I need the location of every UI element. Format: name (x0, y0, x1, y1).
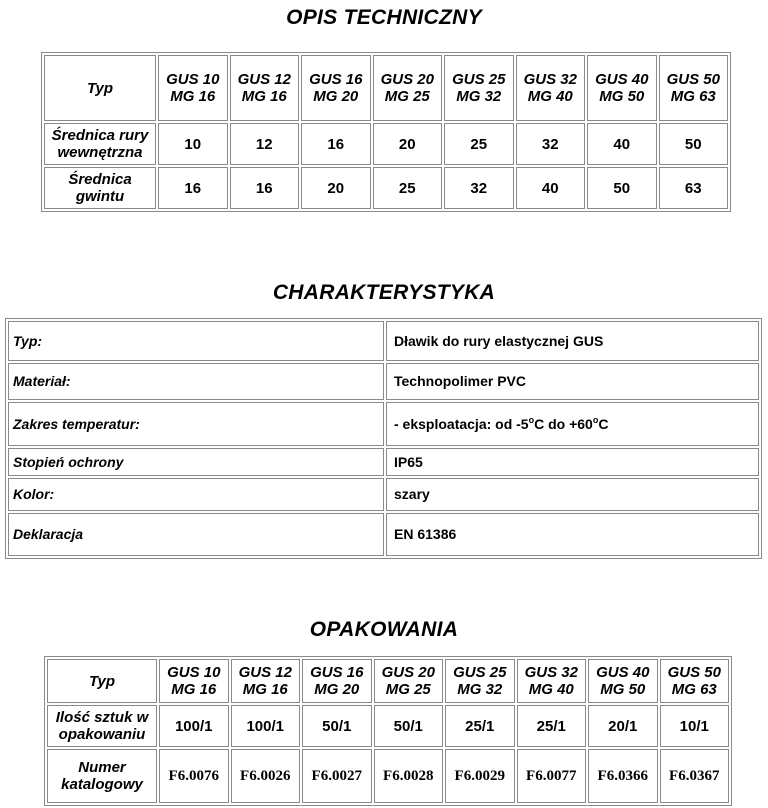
pack-header-label: Typ (47, 659, 157, 703)
char-row (8, 448, 759, 476)
catalog-number-value: F6.0027 (302, 749, 372, 803)
char-key: Kolor: (8, 478, 384, 511)
pack-row-label: Numer katalogowy (47, 749, 157, 803)
inner-diameter-value: 40 (587, 123, 657, 165)
char-key: Stopień ochrony (8, 448, 384, 476)
char-value: szary (386, 478, 759, 511)
quantity-value: 50/1 (302, 705, 372, 747)
catalog-number-value: F6.0077 (517, 749, 587, 803)
spec-row-inner-diameter (44, 123, 728, 165)
thread-diameter-value: 25 (373, 167, 443, 209)
pack-header-row (47, 659, 729, 703)
char-value: - eksploatacja: od -5$^o$C do $+60^oC$ (386, 402, 759, 446)
spec-header-row (44, 55, 728, 121)
type-cell: GUS 25 MG 32 (445, 659, 515, 703)
pack-row-quantity (47, 705, 729, 747)
char-row (8, 321, 759, 361)
char-row (8, 402, 759, 446)
char-value: Technopolimer PVC (386, 363, 759, 400)
char-row (8, 513, 759, 556)
quantity-value: 25/1 (445, 705, 515, 747)
char-value: Dławik do rury elastycznej GUS (386, 321, 759, 361)
catalog-number-value: F6.0366 (588, 749, 658, 803)
inner-diameter-value: 12 (230, 123, 300, 165)
char-key: Zakres temperatur: (8, 402, 384, 446)
spec-section-title: OPIS TECHNICZNY (286, 6, 482, 29)
characteristics-section-title: CHARAKTERYSTYKA (272, 281, 496, 304)
inner-diameter-value: 32 (516, 123, 586, 165)
type-cell: GUS 10 MG 16 (159, 659, 229, 703)
pack-row-catalog-number (47, 749, 729, 803)
spec-row-label: Średnica rury wewnętrzna (44, 123, 156, 165)
catalog-number-value: F6.0076 (159, 749, 229, 803)
thread-diameter-value: 20 (301, 167, 371, 209)
thread-diameter-value: 40 (516, 167, 586, 209)
quantity-value: 20/1 (588, 705, 658, 747)
quantity-value: 100/1 (231, 705, 301, 747)
char-key: Typ: (8, 321, 384, 361)
pack-row-label: Ilość sztuk w opakowaniu (47, 705, 157, 747)
thread-diameter-value: 32 (444, 167, 514, 209)
char-key: Materiał: (8, 363, 384, 400)
spec-row-thread-diameter (44, 167, 728, 209)
inner-diameter-value: 50 (659, 123, 729, 165)
packaging-table (44, 656, 732, 806)
char-row (8, 363, 759, 400)
quantity-value: 100/1 (159, 705, 229, 747)
type-cell: GUS 50 MG 63 (660, 659, 730, 703)
spec-row-label: Średnica gwintu (44, 167, 156, 209)
thread-diameter-value: 63 (659, 167, 729, 209)
char-value: EN 61386 (386, 513, 759, 556)
type-cell: GUS 16 MG 20 (301, 55, 371, 121)
catalog-number-value: F6.0367 (660, 749, 730, 803)
characteristics-table (5, 318, 762, 559)
type-cell: GUS 12 MG 16 (230, 55, 300, 121)
spec-header-label: Typ (44, 55, 156, 121)
type-cell: GUS 32 MG 40 (516, 55, 586, 121)
type-cell: GUS 25 MG 32 (444, 55, 514, 121)
inner-diameter-value: 20 (373, 123, 443, 165)
char-row (8, 478, 759, 511)
type-cell: GUS 50 MG 63 (659, 55, 729, 121)
catalog-number-value: F6.0029 (445, 749, 515, 803)
quantity-value: 25/1 (517, 705, 587, 747)
char-key: Deklaracja (8, 513, 384, 556)
technical-spec-table (41, 52, 731, 212)
type-cell: GUS 40 MG 50 (588, 659, 658, 703)
thread-diameter-value: 16 (158, 167, 228, 209)
type-cell: GUS 40 MG 50 (587, 55, 657, 121)
quantity-value: 50/1 (374, 705, 444, 747)
thread-diameter-value: 50 (587, 167, 657, 209)
type-cell: GUS 16 MG 20 (302, 659, 372, 703)
char-value: IP65 (386, 448, 759, 476)
type-cell: GUS 20 MG 25 (374, 659, 444, 703)
quantity-value: 10/1 (660, 705, 730, 747)
type-cell: GUS 32 MG 40 (517, 659, 587, 703)
inner-diameter-value: 25 (444, 123, 514, 165)
packaging-section-title: OPAKOWANIA (309, 618, 459, 641)
type-cell: GUS 10 MG 16 (158, 55, 228, 121)
thread-diameter-value: 16 (230, 167, 300, 209)
inner-diameter-value: 16 (301, 123, 371, 165)
inner-diameter-value: 10 (158, 123, 228, 165)
type-cell: GUS 20 MG 25 (373, 55, 443, 121)
catalog-number-value: F6.0026 (231, 749, 301, 803)
type-cell: GUS 12 MG 16 (231, 659, 301, 703)
catalog-number-value: F6.0028 (374, 749, 444, 803)
